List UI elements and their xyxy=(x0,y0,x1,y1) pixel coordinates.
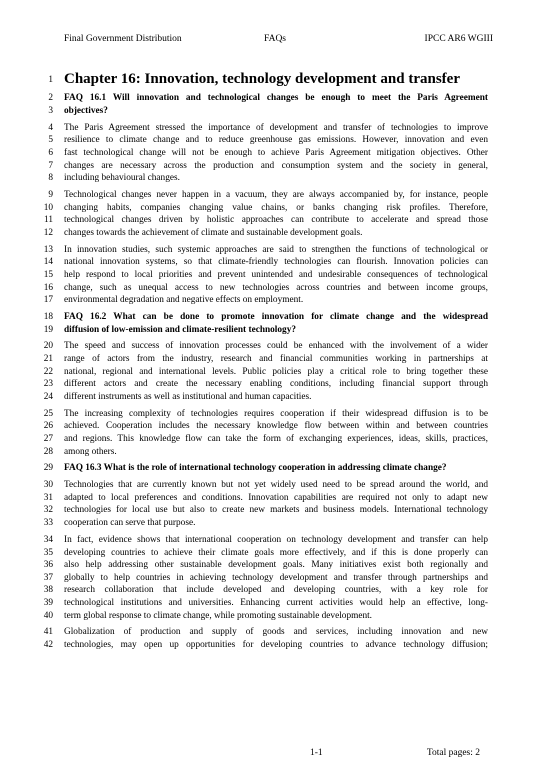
text-line xyxy=(0,227,550,240)
line-number: 42 xyxy=(43,640,53,651)
paragraph-line: changing habits, companies changing value chains, or banks changing risk profiles. Therefore, xyxy=(64,202,488,213)
faq-question-line: FAQ 16.2 What can be done to promote innovation for climate change and the widespread xyxy=(64,311,488,322)
line-number: 10 xyxy=(43,202,53,213)
paragraph-line: resilience to climate change and to reduce greenhouse gas emissions. However, innovation and even xyxy=(64,135,488,146)
text-line xyxy=(0,420,550,433)
paragraph-line: range of actors from the industry, research and financial communities working in partnerships at xyxy=(64,354,488,365)
line-number: 29 xyxy=(43,463,53,474)
text-line xyxy=(0,269,550,282)
text-line xyxy=(0,479,550,492)
text-line xyxy=(0,547,550,560)
faq-question-line: FAQ 16.1 Will innovation and technological changes be enough to meet the Paris Agreement xyxy=(64,93,488,104)
text-line xyxy=(0,214,550,227)
chapter-title: Chapter 16: Innovation, technology development and transfer xyxy=(64,71,460,87)
text-line xyxy=(0,70,550,88)
text-line xyxy=(0,294,550,307)
line-number: 5 xyxy=(48,135,53,146)
paragraph-line: Technological changes never happen in a vacuum, they are always accompanied by, for instance, people xyxy=(64,190,488,201)
paragraph-line: developing countries to achieve their climate goals more effectively, and if this is done properly can xyxy=(64,547,488,558)
text-line xyxy=(0,105,550,118)
line-number: 25 xyxy=(43,408,53,419)
line-number: 23 xyxy=(43,379,53,390)
line-number: 34 xyxy=(43,534,53,545)
paragraph-line: cooperation can serve that purpose. xyxy=(64,518,196,529)
paragraph-line: changes towards the achievement of climate and sustainable development goals. xyxy=(64,227,363,238)
paragraph-line: changes are necessary across the production and consumption system and the society in general, xyxy=(64,160,488,171)
line-number: 3 xyxy=(48,105,53,116)
paragraph-line: change, such as unequal access to new technologies across countries and between income groups, xyxy=(64,282,488,293)
line-number: 39 xyxy=(43,597,53,608)
line-number: 40 xyxy=(43,610,53,621)
paragraph-line: different instruments as well as institutional and human capacities. xyxy=(64,391,312,402)
text-line xyxy=(0,559,550,572)
text-line xyxy=(0,122,550,135)
text-line xyxy=(0,172,550,185)
line-number: 38 xyxy=(43,585,53,596)
text-line xyxy=(0,92,550,105)
text-line xyxy=(0,311,550,324)
paragraph-line: environmental degradation and negative effects on employment. xyxy=(64,295,304,306)
paragraph-line: among others. xyxy=(64,446,117,457)
text-line xyxy=(0,324,550,337)
line-number: 36 xyxy=(43,560,53,571)
text-line xyxy=(0,282,550,295)
faq-question-line: objectives? xyxy=(64,105,108,116)
paragraph-line: adapted to local preferences and conditions. Innovation capabilities are required not only to adapt new xyxy=(64,492,488,503)
paragraph-line: globally to help countries in achieving technology development and transfer through partnerships and xyxy=(64,572,488,583)
text-line xyxy=(0,446,550,459)
text-line xyxy=(0,391,550,404)
text-line xyxy=(0,610,550,623)
text-line xyxy=(0,504,550,517)
text-line xyxy=(0,189,550,202)
paragraph-line: In innovation studies, such systemic approaches are said to strengthen the functions of technological or xyxy=(64,244,488,255)
text-line xyxy=(0,378,550,391)
line-number: 1 xyxy=(48,75,53,85)
paragraph-line: fast technological change will not be enough to achieve Paris Agreement mitigation objectives. Other xyxy=(64,147,488,158)
line-number: 22 xyxy=(43,366,53,377)
line-number: 19 xyxy=(43,324,53,335)
line-number: 35 xyxy=(43,547,53,558)
faq-question-line: FAQ 16.3 What is the role of international technology cooperation in addressing climate change? xyxy=(64,463,447,474)
paragraph-line: and regions. This knowledge flow can take the form of exchanging experiences, ideas, skills, practices, xyxy=(64,433,488,444)
text-line xyxy=(0,433,550,446)
line-number: 26 xyxy=(43,421,53,432)
line-number: 20 xyxy=(43,341,53,352)
line-number: 17 xyxy=(43,295,53,306)
paragraph-line: national, regional and international levels. Public policies play a critical role to bring together these xyxy=(64,366,488,377)
line-number: 9 xyxy=(48,190,53,201)
paragraph-line: technologies for local use but also to create new markets and business models. International technology xyxy=(64,505,488,516)
text-line xyxy=(0,584,550,597)
line-number: 37 xyxy=(43,572,53,583)
line-number: 6 xyxy=(48,147,53,158)
line-number: 13 xyxy=(43,244,53,255)
text-line xyxy=(0,626,550,639)
text-line xyxy=(0,147,550,160)
paragraph-line: national innovation systems, so that climate-friendly technologies can flourish. Innovation policies can xyxy=(64,257,488,268)
text-line xyxy=(0,462,550,475)
line-number: 4 xyxy=(48,122,53,133)
paragraph-line: technologies, may open up opportunities for developing countries to advance technology diffusion; xyxy=(64,640,488,651)
text-line xyxy=(0,517,550,530)
line-number: 18 xyxy=(43,311,53,322)
text-line xyxy=(0,202,550,215)
line-number: 28 xyxy=(43,446,53,457)
line-number: 16 xyxy=(43,282,53,293)
faq-question-line: diffusion of low-emission and climate-resilient technology? xyxy=(64,324,296,335)
paragraph-line: including behavioural changes. xyxy=(64,173,180,184)
paragraph-line: term global response to climate change, while promoting sustainable development. xyxy=(64,610,373,621)
text-line xyxy=(0,408,550,421)
paragraph-line: Technologies that are currently known but not yet widely used need to be spread around the world, and xyxy=(64,480,488,491)
text-line xyxy=(0,366,550,379)
text-line xyxy=(0,597,550,610)
paragraph-line: achieved. Cooperation includes the necessary knowledge flow between within and between countries xyxy=(64,421,488,432)
line-number: 30 xyxy=(43,480,53,491)
line-number: 31 xyxy=(43,492,53,503)
line-number: 2 xyxy=(48,93,53,104)
text-line xyxy=(0,340,550,353)
line-number: 7 xyxy=(48,160,53,171)
text-line xyxy=(0,353,550,366)
text-line xyxy=(0,534,550,547)
text-line xyxy=(0,256,550,269)
document-body xyxy=(0,70,550,652)
line-number: 12 xyxy=(43,227,53,238)
header-right: IPCC AR6 WGIII xyxy=(424,34,493,44)
paragraph-line: technological institutions and universities. Enhancing current activities would help an effective, long- xyxy=(64,597,488,608)
line-number: 21 xyxy=(43,354,53,365)
text-line xyxy=(0,134,550,147)
paragraph-line: technological changes driven by holistic approaches can contribute to accelerate and spread those xyxy=(64,215,488,226)
paragraph-line: research collaboration that include developed and developing countries, with a key role for xyxy=(64,585,488,596)
line-number: 41 xyxy=(43,627,53,638)
paragraph-line: In fact, evidence shows that international cooperation on technology development and transfer can help xyxy=(64,534,488,545)
text-line xyxy=(0,639,550,652)
text-line xyxy=(0,160,550,173)
header-left: Final Government Distribution xyxy=(64,34,182,44)
paragraph-line: help respond to local priorities and prevent unintended and undesirable consequences of technological xyxy=(64,269,488,280)
total-pages: Total pages: 2 xyxy=(426,748,480,758)
line-number: 33 xyxy=(43,518,53,529)
line-number: 14 xyxy=(43,257,53,268)
line-number: 8 xyxy=(48,173,53,184)
line-number: 27 xyxy=(43,433,53,444)
text-line xyxy=(0,572,550,585)
line-number: 32 xyxy=(43,505,53,516)
paragraph-line: different actors and create the necessary enabling conditions, including financial support through xyxy=(64,379,488,390)
header-center: FAQs xyxy=(264,34,286,44)
line-number: 15 xyxy=(43,269,53,280)
paragraph-line: also help addressing other sustainable development goals. Many initiatives exist both regionally and xyxy=(64,560,488,571)
text-line xyxy=(0,492,550,505)
text-line xyxy=(0,244,550,257)
paragraph-line: The speed and success of innovation processes could be enhanced with the involvement of a wider xyxy=(64,341,488,352)
paragraph-line: The increasing complexity of technologies requires cooperation if their widespread diffusion is to be xyxy=(64,408,488,419)
page-number: 1-1 xyxy=(310,748,323,758)
paragraph-line: Globalization of production and supply of goods and services, including innovation and new xyxy=(64,627,488,638)
line-number: 11 xyxy=(44,215,53,226)
paragraph-line: The Paris Agreement stressed the importance of development and transfer of technologies to improve xyxy=(64,122,488,133)
line-number: 24 xyxy=(43,391,53,402)
